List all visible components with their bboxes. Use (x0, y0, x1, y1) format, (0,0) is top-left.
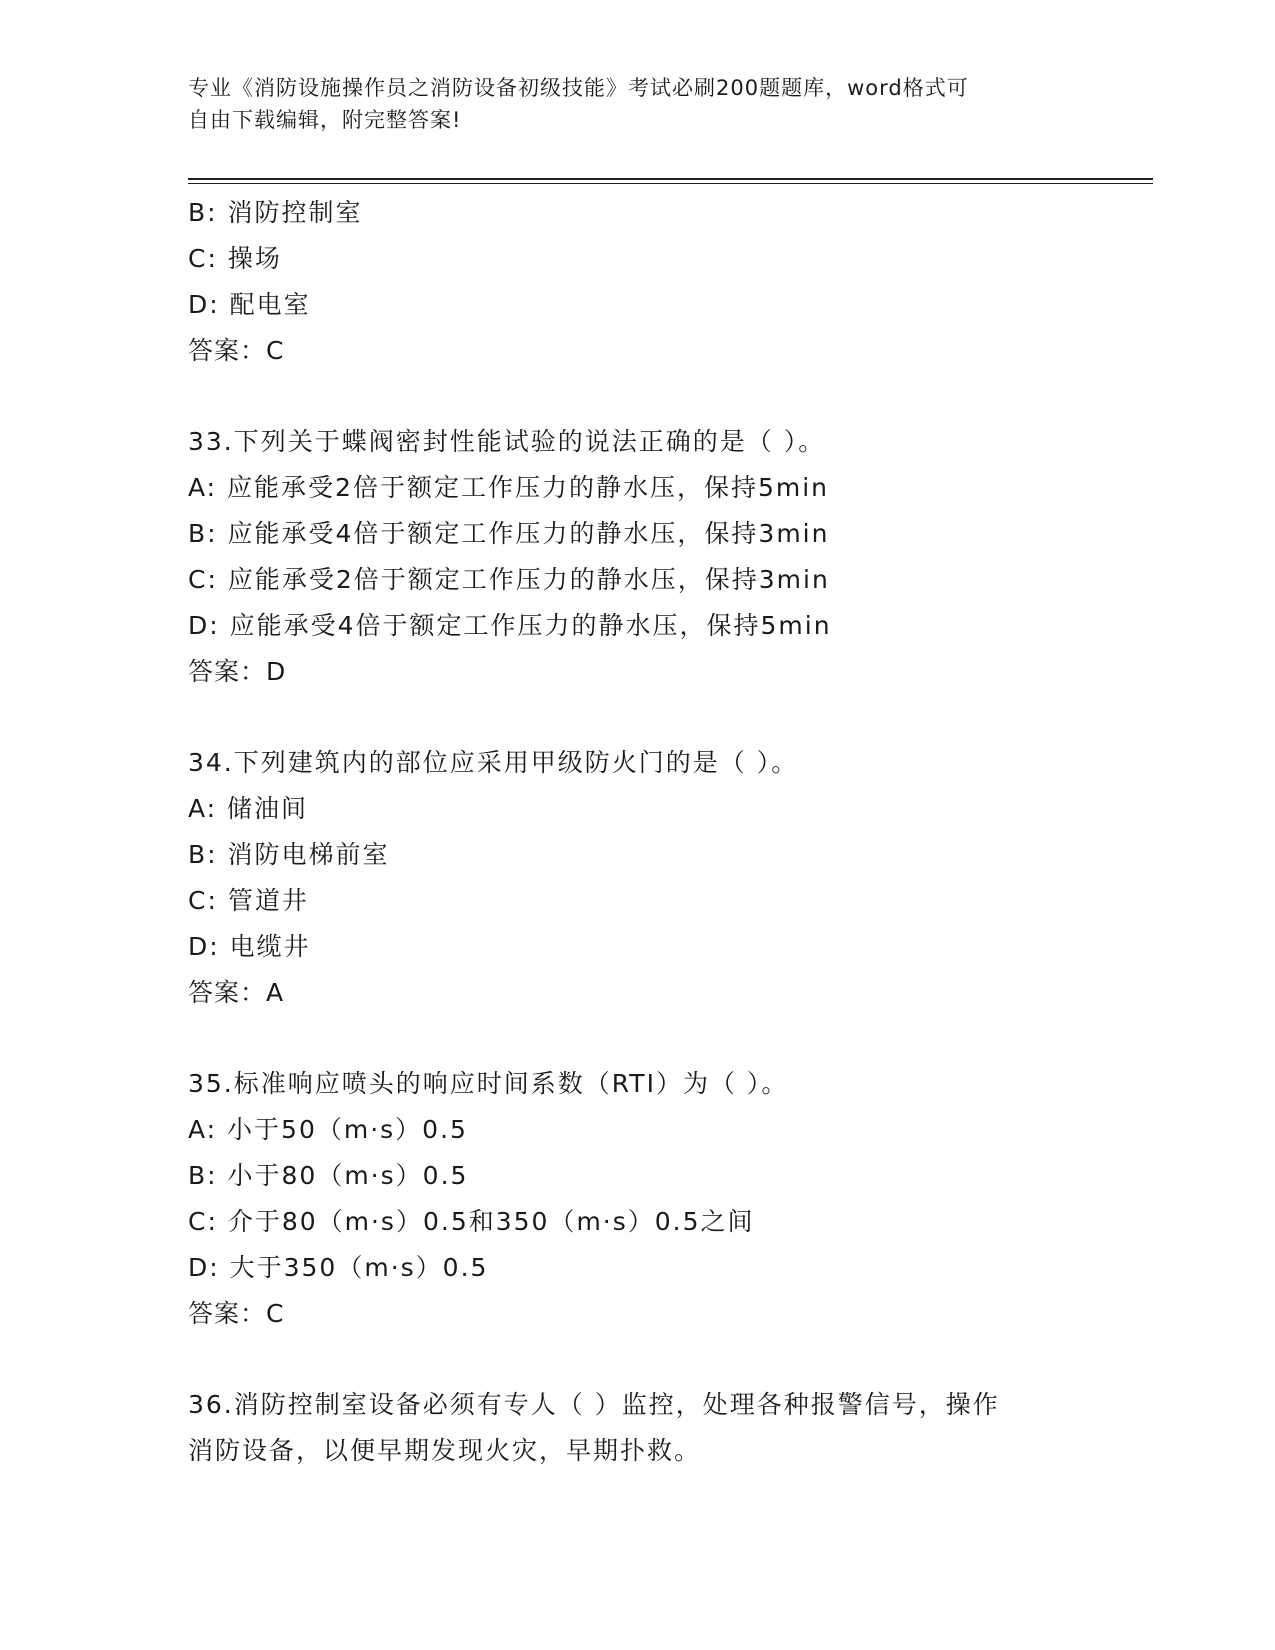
question-35 (188, 1061, 1148, 1337)
option-c: C: 介于80（m·s）0.5和350（m·s）0.5之间 (188, 1207, 755, 1236)
question-stem: 35.标准响应喷头的响应时间系数（RTI）为（ ）。 (188, 1069, 789, 1098)
question-stem: 34.下列建筑内的部位应采用甲级防火门的是（ ）。 (188, 748, 799, 777)
option-c: C: 管道井 (188, 886, 309, 915)
answer: 答案：C (188, 336, 285, 365)
question-36 (188, 1382, 1148, 1474)
option-b: B: 消防控制室 (188, 198, 363, 227)
question-list (188, 190, 1148, 1474)
header-line-2: 自由下载编辑，附完整答案! (188, 108, 462, 132)
option-d: D: 配电室 (188, 290, 311, 319)
option-d: D: 电缆井 (188, 932, 311, 961)
document-header (188, 72, 1078, 136)
option-c: C: 应能承受2倍于额定工作压力的静水压，保持3min (188, 565, 830, 594)
question-33 (188, 419, 1148, 695)
answer: 答案：A (188, 978, 285, 1007)
question-34 (188, 740, 1148, 1016)
header-line-1: 专业《消防设施操作员之消防设备初级技能》考试必刷200题题库，word格式可 (188, 76, 969, 100)
option-d: D: 应能承受4倍于额定工作压力的静水压，保持5min (188, 611, 832, 640)
option-a: A: 储油间 (188, 794, 309, 823)
option-d: D: 大于350（m·s）0.5 (188, 1253, 489, 1282)
header-divider-thick (188, 178, 1153, 180)
option-b: B: 小于80（m·s）0.5 (188, 1161, 469, 1190)
question-32-continued (188, 190, 1148, 374)
option-a: A: 应能承受2倍于额定工作压力的静水压，保持5min (188, 473, 829, 502)
header-divider-thin (188, 183, 1153, 184)
answer: 答案：C (188, 1299, 285, 1328)
question-stem: 33.下列关于蝶阀密封性能试验的说法正确的是（ ）。 (188, 427, 826, 456)
question-stem-line-1: 36.消防控制室设备必须有专人（ ）监控，处理各种报警信号，操作 (188, 1390, 1000, 1419)
option-b: B: 应能承受4倍于额定工作压力的静水压，保持3min (188, 519, 830, 548)
option-c: C: 操场 (188, 244, 282, 273)
answer: 答案：D (188, 657, 287, 686)
option-a: A: 小于50（m·s）0.5 (188, 1115, 468, 1144)
question-stem-line-2: 消防设备，以便早期发现火灾，早期扑救。 (188, 1436, 702, 1465)
option-b: B: 消防电梯前室 (188, 840, 390, 869)
